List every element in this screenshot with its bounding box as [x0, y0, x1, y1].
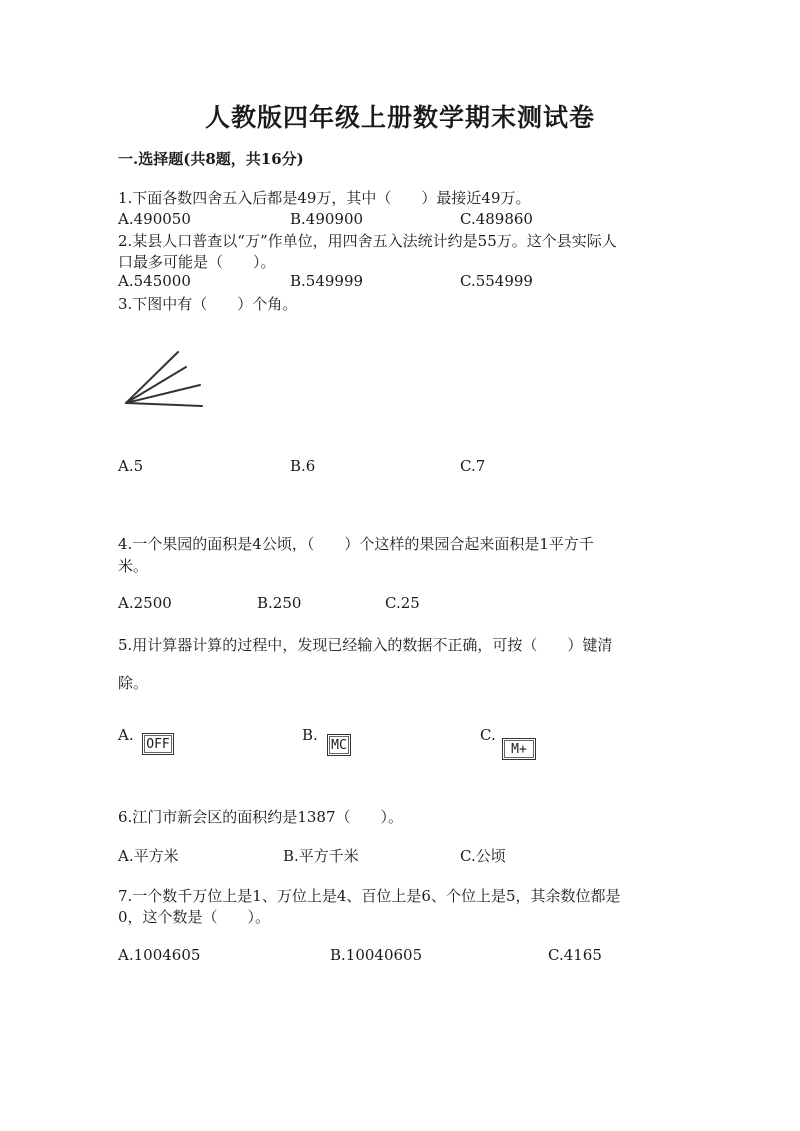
question-2-option-c: C.554999 — [460, 272, 533, 290]
question-6-option-b: B.平方千米 — [283, 847, 359, 865]
question-7-option-b: B.10040605 — [330, 946, 423, 964]
question-6-option-c: C.公顷 — [460, 847, 506, 865]
question-3-option-b: B.6 — [290, 457, 316, 475]
question-3-option-c: C.7 — [460, 457, 486, 475]
question-5-option-c: C. — [480, 726, 496, 744]
question-1-option-c: C.489860 — [460, 210, 533, 228]
page-title: 人教版四年级上册数学期末测试卷 — [204, 103, 595, 132]
question-1-stem: 1.下面各数四舍五入后都是49万，其中（ ）最接近49万。 — [118, 189, 531, 207]
angles-figure — [118, 340, 213, 415]
question-2-stem-line-1: 2.某县人口普查以“万”作单位，用四舍五入法统计约是55万。这个县实际人 — [118, 232, 617, 250]
question-4-option-a: A.2500 — [118, 594, 172, 612]
question-5-stem-line-2: 除。 — [118, 674, 149, 692]
mc-key-icon: MC — [327, 734, 351, 756]
question-4-stem-line-2: 米。 — [118, 557, 149, 575]
question-7-stem-line-1: 7.一个数千万位上是1、万位上是4、百位上是6、个位上是5，其余数位都是 — [118, 887, 621, 905]
question-1-option-a: A.490050 — [118, 210, 191, 228]
question-6-stem: 6.江门市新会区的面积约是1387（ ）。 — [118, 808, 403, 826]
ray-3 — [126, 385, 200, 403]
question-3-option-a: A.5 — [118, 457, 144, 475]
question-4-option-c: C.25 — [385, 594, 420, 612]
question-3-stem: 3.下图中有（ ）个角。 — [118, 295, 298, 313]
question-4-option-b: B.250 — [257, 594, 302, 612]
question-2-option-a: A.545000 — [118, 272, 191, 290]
question-6-option-a: A.平方米 — [118, 847, 179, 865]
question-2-option-b: B.549999 — [290, 272, 364, 290]
question-5-option-a: A. — [118, 726, 134, 744]
section-heading: 一.选择题(共8题，共16分) — [118, 150, 304, 168]
off-key-icon: OFF — [142, 733, 174, 755]
question-7-option-c: C.4165 — [548, 946, 602, 964]
question-5-option-b: B. — [302, 726, 318, 744]
question-7-option-a: A.1004605 — [118, 946, 201, 964]
question-5-stem-line-1: 5.用计算器计算的过程中，发现已经输入的数据不正确，可按（ ）键清 — [118, 636, 613, 654]
question-2-stem-line-2: 口最多可能是（ ）。 — [118, 253, 276, 271]
ray-4 — [126, 403, 202, 406]
question-7-stem-line-2: 0，这个数是（ ）。 — [118, 908, 271, 926]
m-plus-key-icon: M+ — [502, 738, 536, 760]
question-4-stem-line-1: 4.一个果园的面积是4公顷，（ ）个这样的果园合起来面积是1平方千 — [118, 535, 594, 553]
question-1-option-b: B.490900 — [290, 210, 364, 228]
